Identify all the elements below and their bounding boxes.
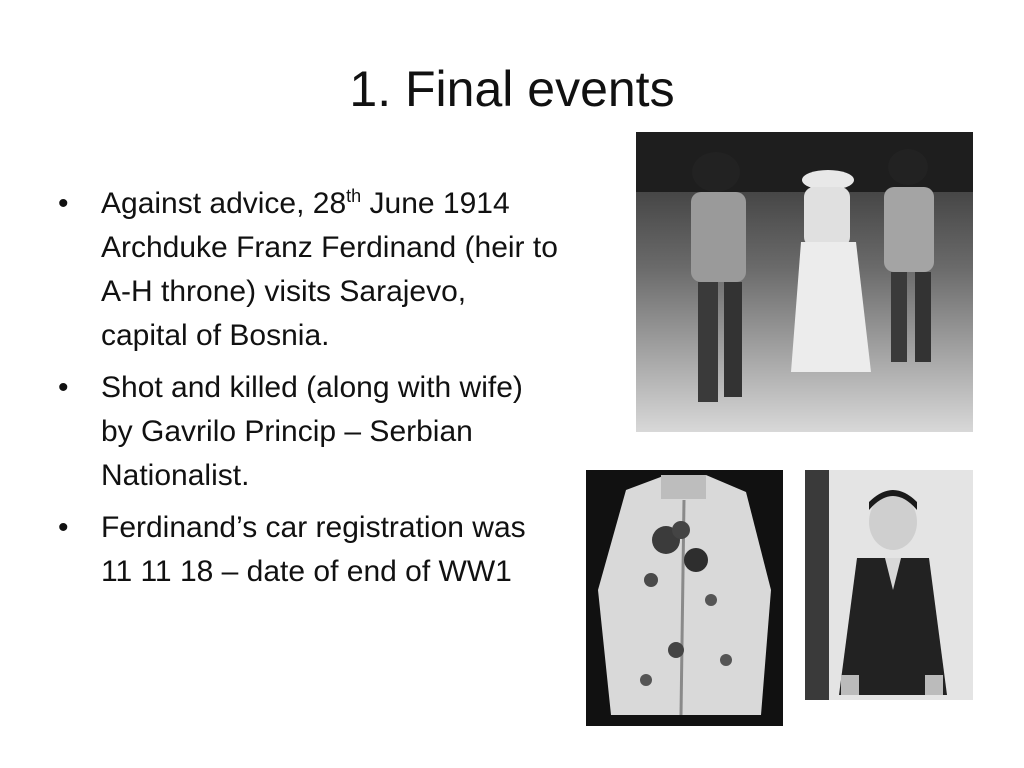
bullet-superscript: th bbox=[346, 186, 362, 206]
bullet-marker: • bbox=[58, 371, 69, 404]
slide-title: 1. Final events bbox=[349, 61, 675, 117]
bullet-item bbox=[58, 182, 558, 358]
bullet-text: Shot and killed (along with wife) by Gavrilo Princip – Serbian Nationalist. bbox=[101, 371, 523, 492]
bullet-text-start: Against advice, 28 bbox=[101, 187, 347, 220]
bullet-list bbox=[58, 182, 558, 602]
photo-gavrilo-princip bbox=[805, 470, 973, 700]
bullet-text-end: June 1914 Archduke Franz Ferdinand (heir to A-H throne) visits Sarajevo, capital of Bosnia. bbox=[101, 187, 558, 352]
bullet-item bbox=[58, 506, 558, 594]
photo-archduke-walking bbox=[636, 132, 973, 432]
photo-bloodied-uniform bbox=[586, 470, 783, 726]
bullet-item bbox=[58, 366, 558, 498]
bullet-text: Ferdinand’s car registration was 11 11 18 – date of end of WW1 bbox=[101, 511, 526, 588]
bullet-marker: • bbox=[58, 187, 69, 220]
bullet-marker: • bbox=[58, 511, 69, 544]
